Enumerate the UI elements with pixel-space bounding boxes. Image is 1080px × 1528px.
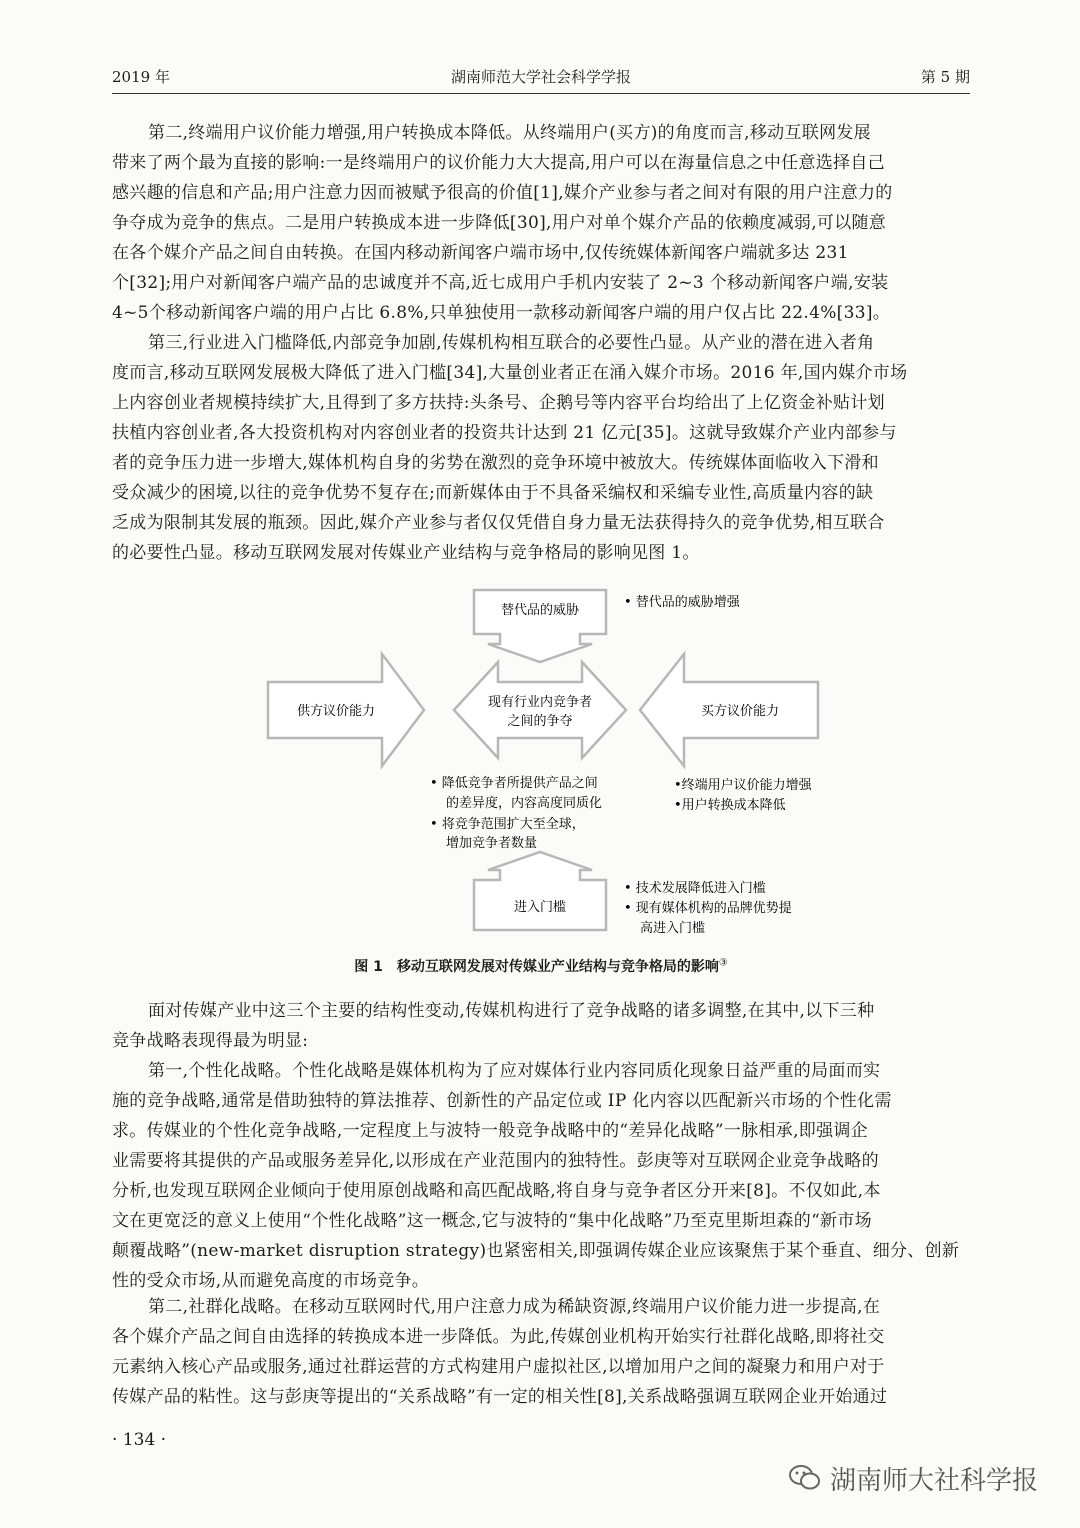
center-arrow-shape [454,662,626,758]
text-line: 上内容创业者规模持续扩大,且得到了多方扶持:头条号、企鹅号等内容平台均给出了上亿资金补贴计划 [112,393,885,413]
right-note: •终端用户议价能力增强 [674,778,812,793]
text-line: 第一,个性化战略。个性化战略是媒体机构为了应对媒体行业内容同质化现象日益严重的局面而实 [148,1061,881,1081]
text-line: 争夺成为竞争的焦点。二是用户转换成本进一步降低[30],用户对单个媒介产品的依赖度减弱,可以随意 [112,213,887,233]
text-line: 业需要将其提供的产品或服务差异化,以形成在产业范围内的独特性。彭庚等对互联网企业竞争战略的 [112,1151,879,1171]
text-line: 第二,终端用户议价能力增强,用户转换成本降低。从终端用户(买方)的角度而言,移动互联网发展 [148,123,871,143]
top-note: • 替代品的威胁增强 [624,595,740,610]
text-line: 度而言,移动互联网发展极大降低了进入门槛[34],大量创业者正在涌入媒介市场。2016 年,国内媒介市场 [112,363,908,383]
text-line: 带来了两个最为直接的影响:一是终端用户的议价能力大大提高,用户可以在海量信息之中任意选择自己 [112,153,885,173]
center-label-line2: 之间的争夺 [507,714,573,729]
center-note: • 将竞争范围扩大至全球， [430,817,585,832]
text-line: 传媒产品的粘性。这与彭庚等提出的“关系战略”有一定的相关性[8],关系战略强调互联网企业开始通过 [112,1387,888,1407]
top-box-label: 替代品的威胁 [500,603,580,618]
text-line: 竞争战略表现得最为明显: [112,1031,309,1051]
caption-label: 图 1 移动互联网发展对传媒业产业结构与竞争格局的影响 [354,959,719,975]
center-label-line1: 现有行业内竞争者 [487,695,593,710]
text-line: 分析,也发现互联网企业倾向于使用原创战略和高匹配战略,将自身与竞争者区分开来[8]。不仅如此,本 [112,1181,881,1201]
header-year: 2019 年 [112,68,170,86]
center-note: 增加竞争者数量 [446,836,538,851]
text-line: 施的竞争战略,通常是借助独特的算法推荐、创新性的产品定位或 IP 化内容以匹配新兴市场的个性化需 [112,1091,892,1111]
text-line: 个[32];用户对新闻客户端产品的忠诚度并不高,近七成用户手机内安装了 2~3 个移动新闻客户端,安装 [112,273,889,293]
header-rule [112,93,970,94]
left-arrow-label: 供方议价能力 [296,704,376,719]
top-arrow-shape [474,590,606,662]
text-line: 者的竞争压力进一步增大,媒体机构自身的劣势在激烈的竞争环境中被放大。传统媒体面临收入下滑和 [112,453,879,473]
text-line: 面对传媒产业中这三个主要的结构性变动,传媒机构进行了竞争战略的诸多调整,在其中,以下三种 [148,1001,875,1021]
text-line: 求。传媒业的个性化竞争战略,一定程度上与波特一般竞争战略中的“差异化战略”一脉相承,即强调企 [112,1121,868,1141]
paragraph-entry-barrier [112,328,970,568]
paragraph-personalization [112,1056,970,1296]
text-line: 感兴趣的信息和产品;用户注意力因而被赋予很高的价值[1],媒介产业参与者之间对有限的用户注意力的 [112,183,893,203]
page-number: · 134 · [112,1430,167,1450]
text-line: 受众减少的困境,以往的竞争优势不复存在;而新媒体由于不具备采编权和采编专业性,高质量内容的缺 [112,483,874,503]
text-line: 颠覆战略”(new-market disruption strategy)也紧密相关,即强调传媒企业应该聚焦于某个垂直、细分、创新 [112,1241,960,1261]
bottom-note: • 技术发展降低进入门槛 [624,881,766,896]
running-header [112,62,970,90]
text-line: 第二,社群化战略。在移动互联网时代,用户注意力成为稀缺资源,终端用户议价能力进一步提高,在 [148,1297,881,1317]
text-line: 4~5个移动新闻客户端的用户占比 6.8%,只单独使用一款移动新闻客户端的用户仅占比 22.4%[33]。 [112,303,891,323]
bottom-arrow-shape [474,852,606,930]
header-journal: 湖南师范大学社会科学学报 [450,68,631,86]
text-line: 文在更宽泛的意义上使用“个性化战略”这一概念,它与波特的“集中化战略”乃至克里斯坦森的“新市场 [112,1211,872,1231]
paragraph-strategies-intro [112,996,970,1056]
text-line: 各个媒介产品之间自由选择的转换成本进一步降低。为此,传媒创业机构开始实行社群化战略,即将社交 [112,1327,885,1347]
text-line: 在各个媒介产品之间自由转换。在国内移动新闻客户端市场中,仅传统媒体新闻客户端就多达 231 [112,243,849,263]
bottom-box-label: 进入门槛 [513,900,567,915]
paragraph-bargaining-power [112,118,970,328]
text-line: 的必要性凸显。移动互联网发展对传媒业产业结构与竞争格局的影响见图 1。 [112,543,700,563]
center-note: • 降低竞争者所提供产品之间 [430,776,598,791]
text-line: 元素纳入核心产品或服务,通过社群运营的方式构建用户虚拟社区,以增加用户之间的凝聚力和用户对于 [112,1357,885,1377]
text-line: 乏成为限制其发展的瓶颈。因此,媒介产业参与者仅仅凭借自身力量无法获得持久的竞争优势,相互联合 [112,513,885,533]
paragraph-community [112,1292,970,1412]
watermark [788,1458,1038,1498]
right-note: •用户转换成本降低 [674,798,786,813]
bottom-note: 高进入门槛 [640,921,706,936]
text-line: 扶植内容创业者,各大投资机构对内容创业者的投资共计达到 21 亿元[35]。这就导致媒介产业内部参与 [112,423,897,443]
caption-note: ③ [718,957,728,969]
five-forces-figure [262,582,822,942]
watermark-text: 湖南师大社科学报 [830,1465,1039,1496]
center-note: 的差异度，内容高度同质化 [446,796,603,811]
text-line: 性的受众市场,从而避免高度的市场竞争。 [112,1271,430,1291]
text-line: 第三,行业进入门槛降低,内部竞争加剧,传媒机构相互联合的必要性凸显。从产业的潜在进入者角 [148,333,875,353]
header-issue: 第 5 期 [920,68,970,86]
wechat-icon [788,1463,822,1493]
right-arrow-label: 买方议价能力 [700,704,780,719]
bottom-note: • 现有媒体机构的品牌优势提 [624,901,792,916]
figure-caption [112,956,970,976]
